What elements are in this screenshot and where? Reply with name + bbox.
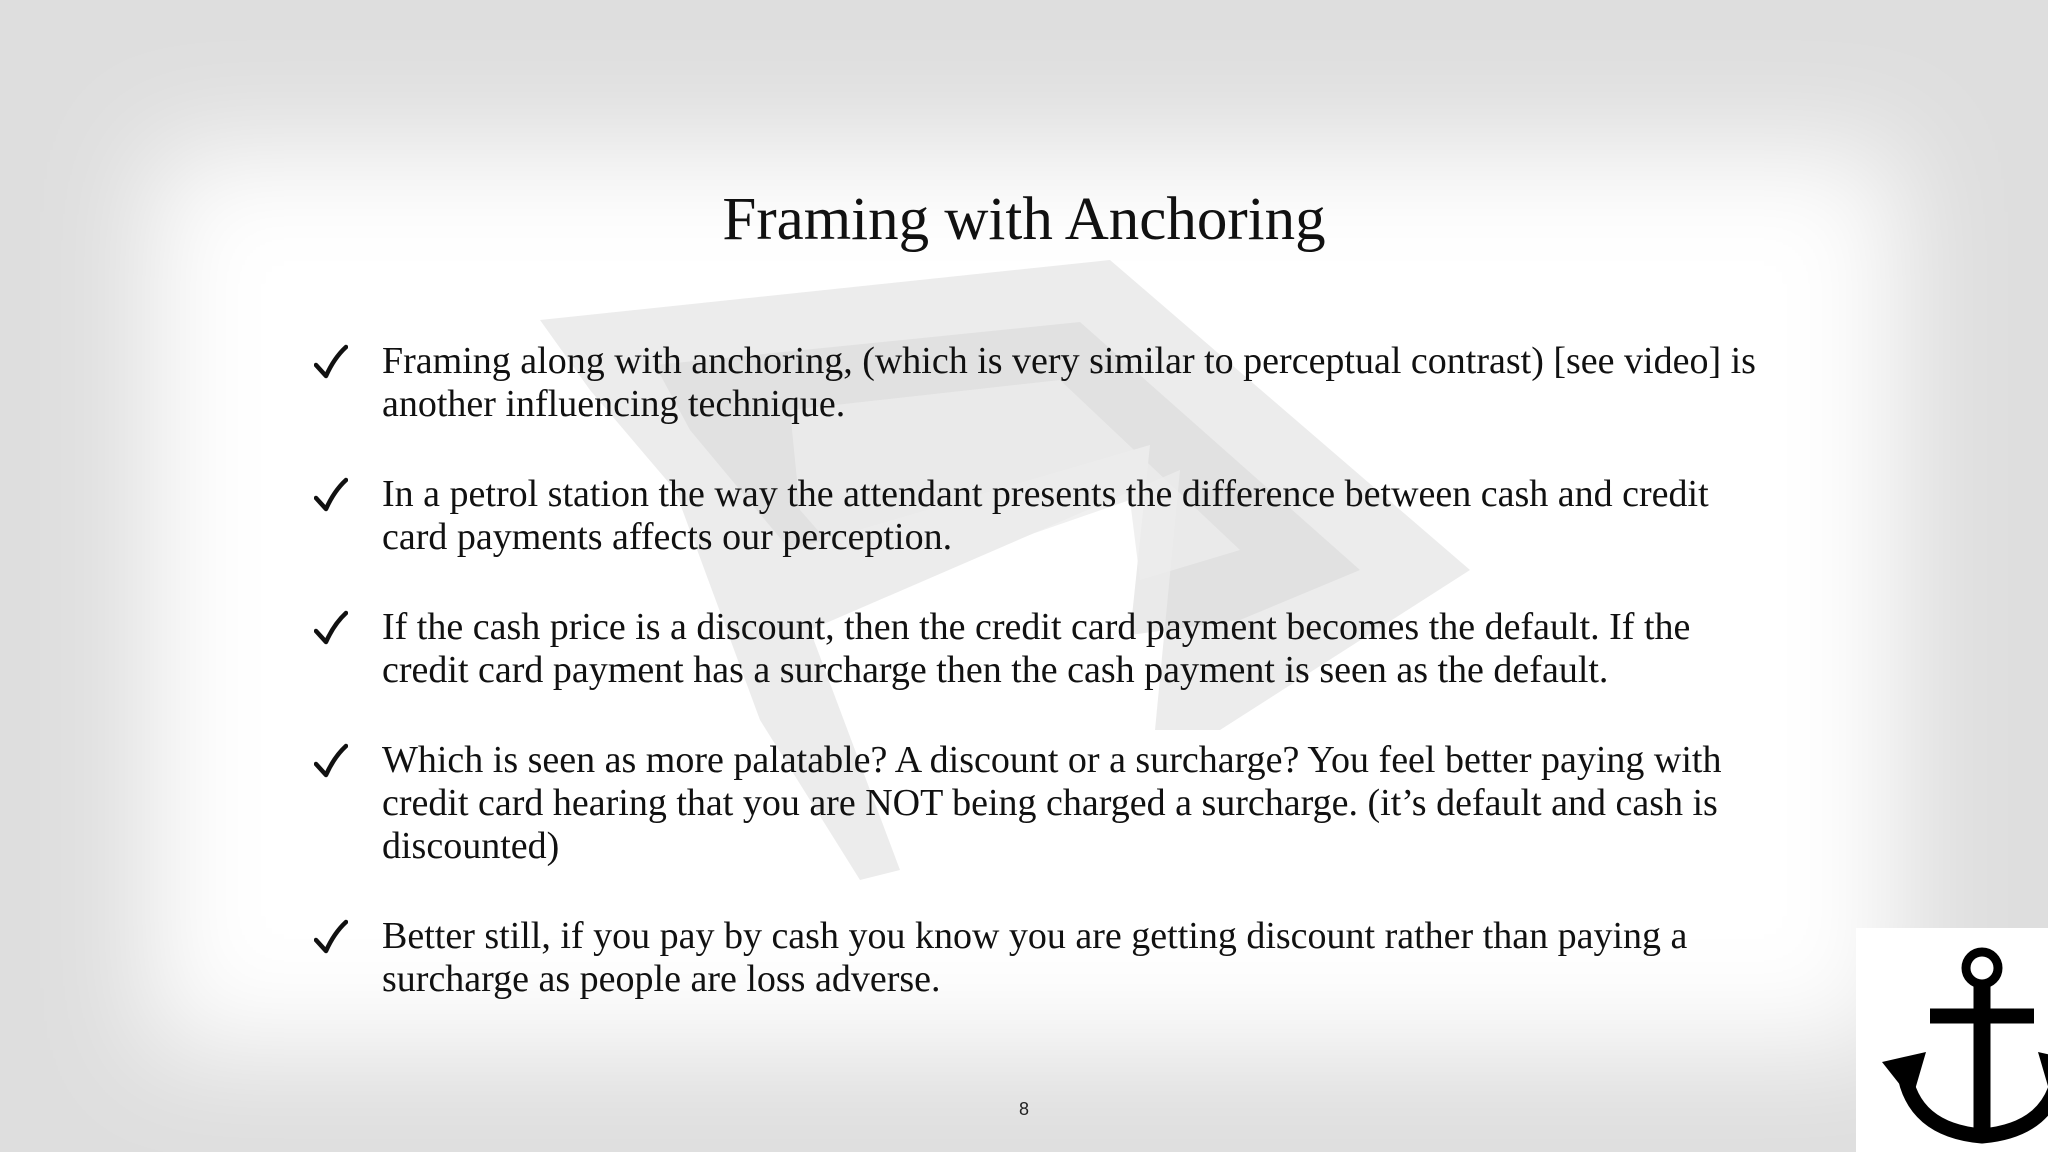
check-mark-icon	[314, 477, 348, 513]
bullet-item	[312, 473, 1762, 559]
bullet-item	[312, 739, 1762, 868]
check-mark-icon	[314, 610, 348, 646]
check-mark-icon	[314, 344, 348, 380]
check-mark-icon	[314, 743, 348, 779]
bullet-text: Which is seen as more palatable? A discount or a surcharge? You feel better paying with credit card hearing that you are NOT being charged a surcharge. (it’s default and cash is discounted)	[382, 739, 1722, 867]
bullet-item	[312, 915, 1762, 1001]
bullet-text: If the cash price is a discount, then the credit card payment becomes the default. If the credit card payment has a surcharge then the cash payment is seen as the default.	[382, 606, 1691, 691]
bullet-text: Better still, if you pay by cash you know you are getting discount rather than paying a surcharge as people are loss adverse.	[382, 915, 1688, 1000]
anchor-image	[1856, 928, 2048, 1152]
bullet-item	[312, 340, 1762, 426]
bullet-item	[312, 606, 1762, 692]
page-number: 8	[1018, 1099, 1029, 1119]
check-mark-icon	[314, 919, 348, 955]
bullet-list	[312, 340, 1762, 1048]
anchor-icon	[1882, 940, 2048, 1150]
slide-title: Framing with Anchoring	[722, 186, 1326, 253]
bullet-text: Framing along with anchoring, (which is very similar to perceptual contrast) [see video] is another influencing technique.	[382, 340, 1756, 425]
bullet-text: In a petrol station the way the attendant presents the difference between cash and credit card payments affects our perception.	[382, 473, 1709, 558]
